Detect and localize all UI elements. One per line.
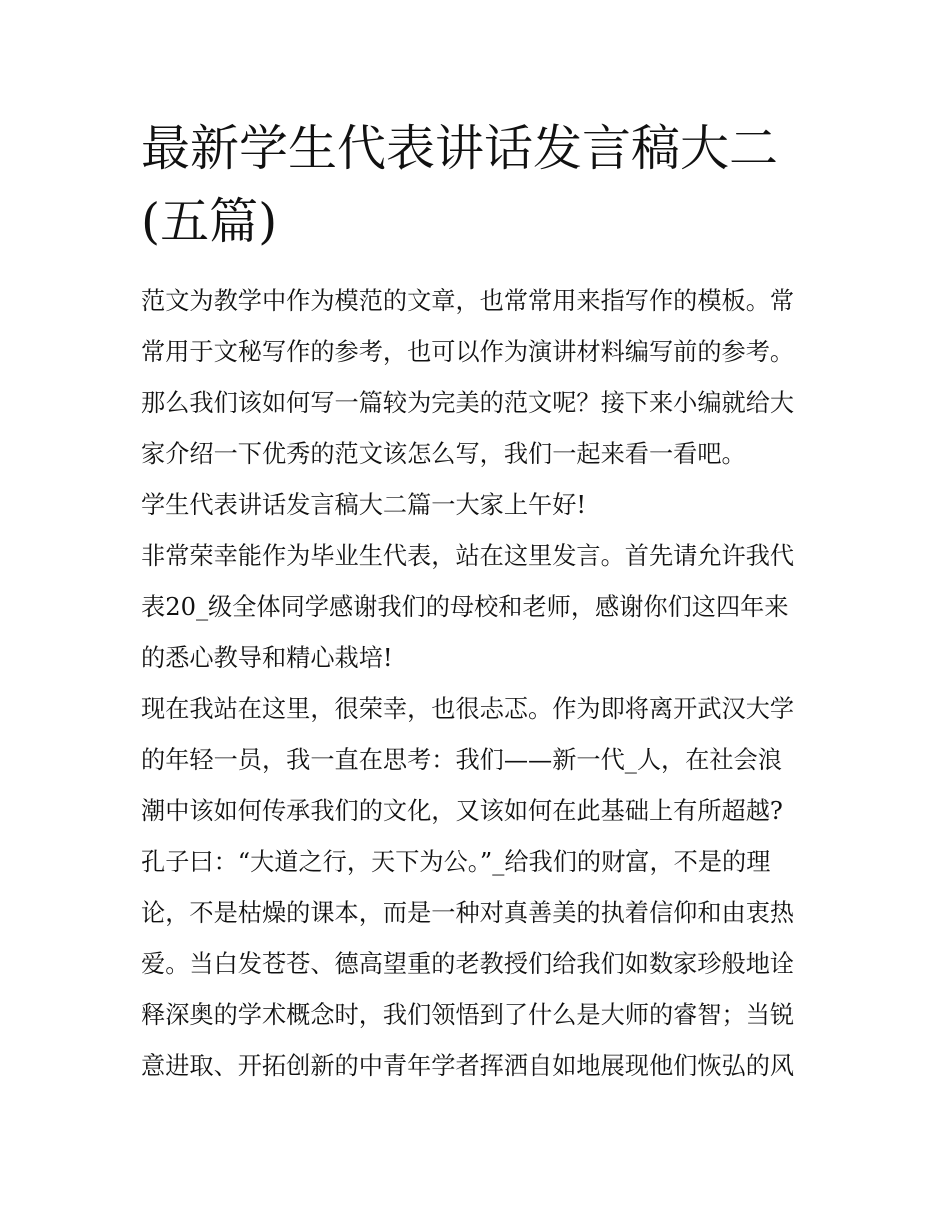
body-line: 常用于文秘写作的参考，也可以作为演讲材料编写前的参考。	[141, 338, 795, 366]
document-body	[141, 276, 813, 1092]
body-line: 的年轻一员，我一直在思考：我们——新一代_人，在社会浪	[141, 746, 782, 774]
document-title	[141, 112, 821, 258]
body-line: 现在我站在这里，很荣幸，也很忐忑。作为即将离开武汉大学	[141, 695, 795, 723]
body-line: 学生代表讲话发言稿大二篇一大家上午好!	[141, 491, 587, 519]
body-line: 家介绍一下优秀的范文该怎么写，我们一起来看一看吧。	[141, 440, 746, 468]
body-line: 非常荣幸能作为毕业生代表，站在这里发言。首先请允许我代	[141, 542, 795, 570]
title-line-2: (五篇)	[141, 193, 278, 250]
body-line: 那么我们该如何写一篇较为完美的范文呢？接下来小编就给大	[141, 389, 795, 417]
title-line-1: 最新学生代表讲话发言稿大二	[141, 120, 779, 177]
body-line: 意进取、开拓创新的中青年学者挥洒自如地展现他们恢弘的风	[141, 1052, 795, 1080]
body-line: 潮中该如何传承我们的文化，又该如何在此基础上有所超越?	[141, 797, 783, 825]
body-line: 孔子曰：“大道之行，天下为公。”_给我们的财富，不是的理	[141, 848, 771, 876]
body-line: 范文为教学中作为模范的文章，也常常用来指写作的模板。常	[141, 287, 795, 315]
body-line: 的悉心教导和精心栽培!	[141, 644, 393, 672]
body-line: 论，不是枯燥的课本，而是一种对真善美的执着信仰和由衷热	[141, 899, 795, 927]
body-line: 释深奥的学术概念时，我们领悟到了什么是大师的睿智；当锐	[141, 1001, 795, 1029]
body-line: 爱。当白发苍苍、德高望重的老教授们给我们如数家珍般地诠	[141, 950, 795, 978]
body-line: 表20_级全体同学感谢我们的母校和老师，感谢你们这四年来	[141, 593, 789, 621]
